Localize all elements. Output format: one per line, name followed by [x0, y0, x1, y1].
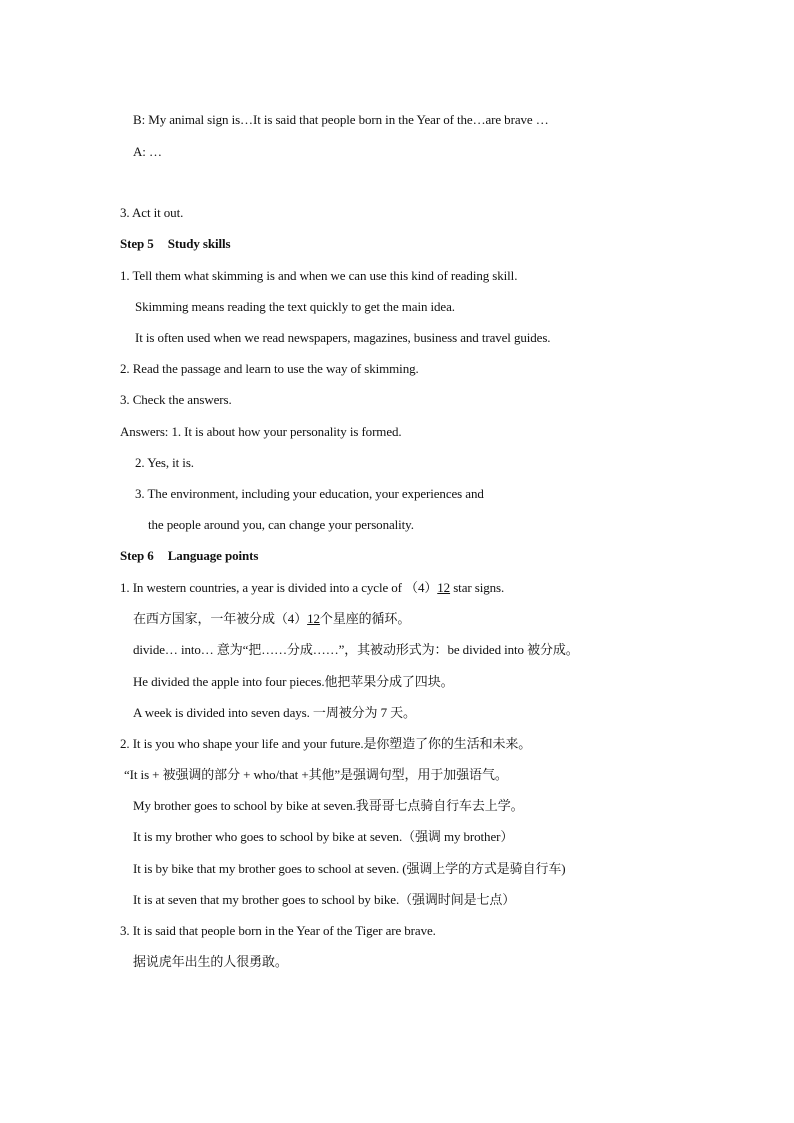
step5-heading — [120, 236, 230, 252]
point1-chinese-underlined: 12 — [307, 611, 320, 626]
step5-item3: 3. Check the answers. — [120, 392, 232, 407]
dialogue-b-line: B: My animal sign is…It is said that people born in the Year of the…are brave … — [133, 112, 549, 127]
step5-item1-line2: Skimming means reading the text quickly to get the main idea. — [135, 299, 455, 314]
step5-heading-step: Step 5 — [120, 236, 154, 251]
point2-rule: “It is + 被强调的部分 + who/that +其他”是强调句型，用于加强语气。 — [124, 767, 508, 782]
point2-example1: My brother goes to school by bike at seven.我哥哥七点骑自行车去上学。 — [133, 798, 524, 813]
point2-example2: It is my brother who goes to school by bike at seven.（强调 my brother） — [133, 829, 514, 844]
answers-1: Answers: 1. It is about how your personality is formed. — [120, 424, 402, 439]
answers-2: 2. Yes, it is. — [135, 455, 194, 470]
step5-item1: 1. Tell them what skimming is and when we can use this kind of reading skill. — [120, 268, 518, 283]
act-it-out: 3. Act it out. — [120, 205, 184, 220]
step6-heading-title: Language points — [167, 548, 259, 563]
point1-divide-rule: divide… into… 意为“把……分成……”，其被动形式为：be divided into 被分成。 — [133, 642, 579, 657]
point1-sentence — [120, 580, 504, 596]
step5-item2: 2. Read the passage and learn to use the way of skimming. — [120, 361, 419, 376]
point2-example3: It is by bike that my brother goes to school at seven. (强调上学的方式是骑自行车) — [133, 861, 566, 876]
point1-chinese — [133, 611, 410, 627]
point1-sentence-underlined: 12 — [437, 580, 451, 595]
point2-example4: It is at seven that my brother goes to school by bike.（强调时间是七点） — [133, 892, 516, 907]
point2-sentence: 2. It is you who shape your life and your future.是你塑造了你的生活和未来。 — [120, 736, 532, 751]
point1-example2: A week is divided into seven days. 一周被分为 7 天。 — [133, 705, 416, 720]
dialogue-a-line: A: … — [133, 144, 162, 159]
step5-item1-line3: It is often used when we read newspapers, magazines, business and travel guides. — [135, 330, 551, 345]
point3-chinese: 据说虎年出生的人很勇敢。 — [133, 954, 288, 969]
answers-3-continued: the people around you, can change your personality. — [148, 517, 414, 532]
step6-heading-step: Step 6 — [120, 548, 154, 563]
point1-example1: He divided the apple into four pieces.他把苹果分成了四块。 — [133, 674, 454, 689]
point3-sentence: 3. It is said that people born in the Year of the Tiger are brave. — [120, 923, 436, 938]
point1-sentence-post: star signs. — [450, 580, 505, 595]
step5-heading-title: Study skills — [167, 236, 231, 251]
point1-chinese-post: 个星座的循环。 — [319, 611, 411, 626]
step6-heading — [120, 548, 258, 564]
point1-sentence-pre: 1. In western countries, a year is divided into a cycle of （4） — [120, 580, 438, 595]
point1-chinese-pre: 在西方国家，一年被分成（4） — [133, 611, 308, 626]
answers-3: 3. The environment, including your education, your experiences and — [135, 486, 484, 501]
